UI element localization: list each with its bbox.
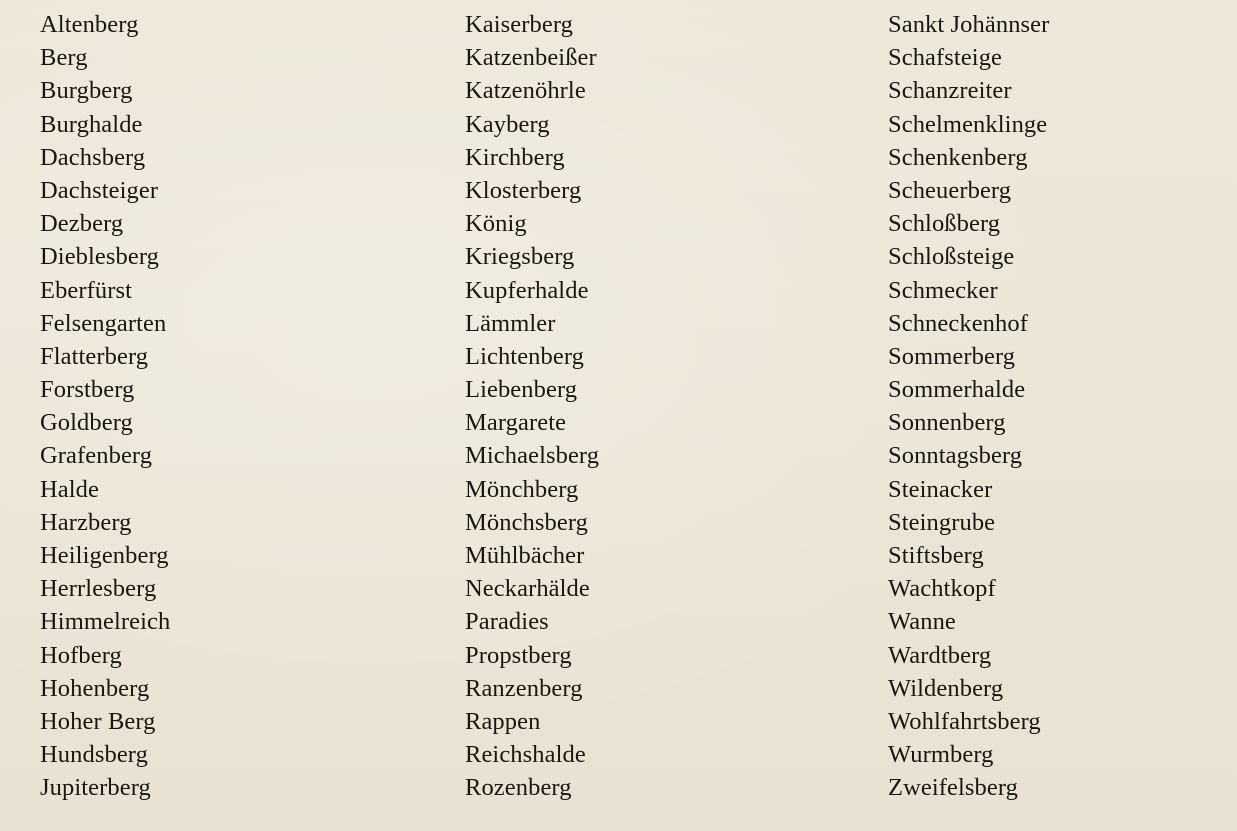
list-item: Reichshalde: [465, 741, 586, 769]
list-item: Dachsberg: [40, 143, 146, 171]
list-item: Schafsteige: [888, 44, 1003, 72]
list-item: Hofberg: [40, 641, 122, 669]
list-item: Sankt Johännser: [888, 11, 1050, 38]
list-item: Burgberg: [40, 77, 133, 105]
list-item: Rappen: [465, 707, 541, 735]
list-item: Forstberg: [40, 376, 135, 404]
list-item: Heiligenberg: [40, 542, 169, 569]
list-item: Hohenberg: [40, 674, 150, 702]
list-item: Paradies: [465, 608, 549, 636]
list-item: Lichtenberg: [465, 342, 585, 370]
list-item: Kayberg: [465, 110, 550, 138]
list-item: Harzberg: [40, 508, 132, 536]
list-item: Wachtkopf: [888, 575, 996, 603]
list-item: Eberfürst: [40, 276, 133, 304]
list-item: Kupferhalde: [465, 276, 589, 304]
list-item: Sonntagsberg: [888, 442, 1023, 470]
list-item: Ranzenberg: [465, 674, 583, 702]
list-item: Wurmberg: [888, 741, 994, 769]
list-item: König: [465, 210, 527, 238]
list-item: Mönchsberg: [465, 508, 589, 536]
list-item: Kaiserberg: [465, 11, 574, 38]
list-item: Kirchberg: [465, 143, 565, 171]
list-item: Schmecker: [888, 276, 998, 304]
list-item: Schenkenberg: [888, 143, 1028, 171]
list-item: Burghalde: [40, 110, 143, 138]
list-item: Berg: [40, 44, 88, 72]
list-item: Margarete: [465, 409, 567, 437]
list-item: Wildenberg: [888, 674, 1004, 702]
list-item: Schloßsteige: [888, 243, 1015, 271]
list-item: Felsengarten: [40, 309, 167, 337]
name-column-2: [465, 8, 599, 805]
list-item: Schneckenhof: [888, 309, 1028, 337]
list-item: Herrlesberg: [40, 575, 157, 603]
list-item: Propstberg: [465, 641, 572, 669]
list-item: Wohlfahrtsberg: [888, 707, 1041, 735]
list-item: Flatterberg: [40, 342, 149, 370]
list-item: Altenberg: [40, 11, 139, 38]
list-item: Himmelreich: [40, 608, 171, 636]
list-item: Schloßberg: [888, 210, 1001, 238]
list-item: Katzenbeißer: [465, 44, 597, 72]
list-item: Zweifelsberg: [888, 774, 1019, 802]
list-item: Halde: [40, 475, 99, 503]
list-item: Katzenöhrle: [465, 77, 586, 105]
list-item: Jupiterberg: [40, 774, 151, 802]
list-item: Neckarhälde: [465, 575, 590, 603]
name-column-1: [40, 8, 170, 805]
list-item: Dachsteiger: [40, 176, 159, 204]
list-item: Steinacker: [888, 475, 993, 503]
list-item: Klosterberg: [465, 176, 582, 204]
list-item: Sommerberg: [888, 342, 1016, 370]
list-item: Wardtberg: [888, 641, 992, 669]
list-item: Rozenberg: [465, 774, 572, 802]
list-item: Steingrube: [888, 508, 996, 536]
list-item: Sommerhalde: [888, 376, 1026, 404]
list-item: Scheuerberg: [888, 176, 1012, 204]
list-item: Mönchberg: [465, 475, 579, 503]
list-item: Michaelsberg: [465, 442, 600, 470]
list-item: Mühlbächer: [465, 542, 585, 569]
list-item: Stiftsberg: [888, 542, 984, 569]
list-item: Schanzreiter: [888, 77, 1012, 105]
list-item: Dieblesberg: [40, 243, 160, 271]
list-item: Grafenberg: [40, 442, 153, 470]
list-item: Goldberg: [40, 409, 133, 437]
list-item: Hundsberg: [40, 741, 148, 769]
list-item: Wanne: [888, 608, 956, 636]
list-item: Hoher Berg: [40, 707, 156, 735]
list-item: Sonnenberg: [888, 409, 1006, 437]
name-column-3: [888, 8, 1049, 805]
list-item: Kriegsberg: [465, 243, 575, 271]
list-item: Lämmler: [465, 309, 556, 337]
list-item: Schelmenklinge: [888, 110, 1048, 138]
list-item: Dezberg: [40, 210, 124, 238]
list-item: Liebenberg: [465, 376, 578, 404]
